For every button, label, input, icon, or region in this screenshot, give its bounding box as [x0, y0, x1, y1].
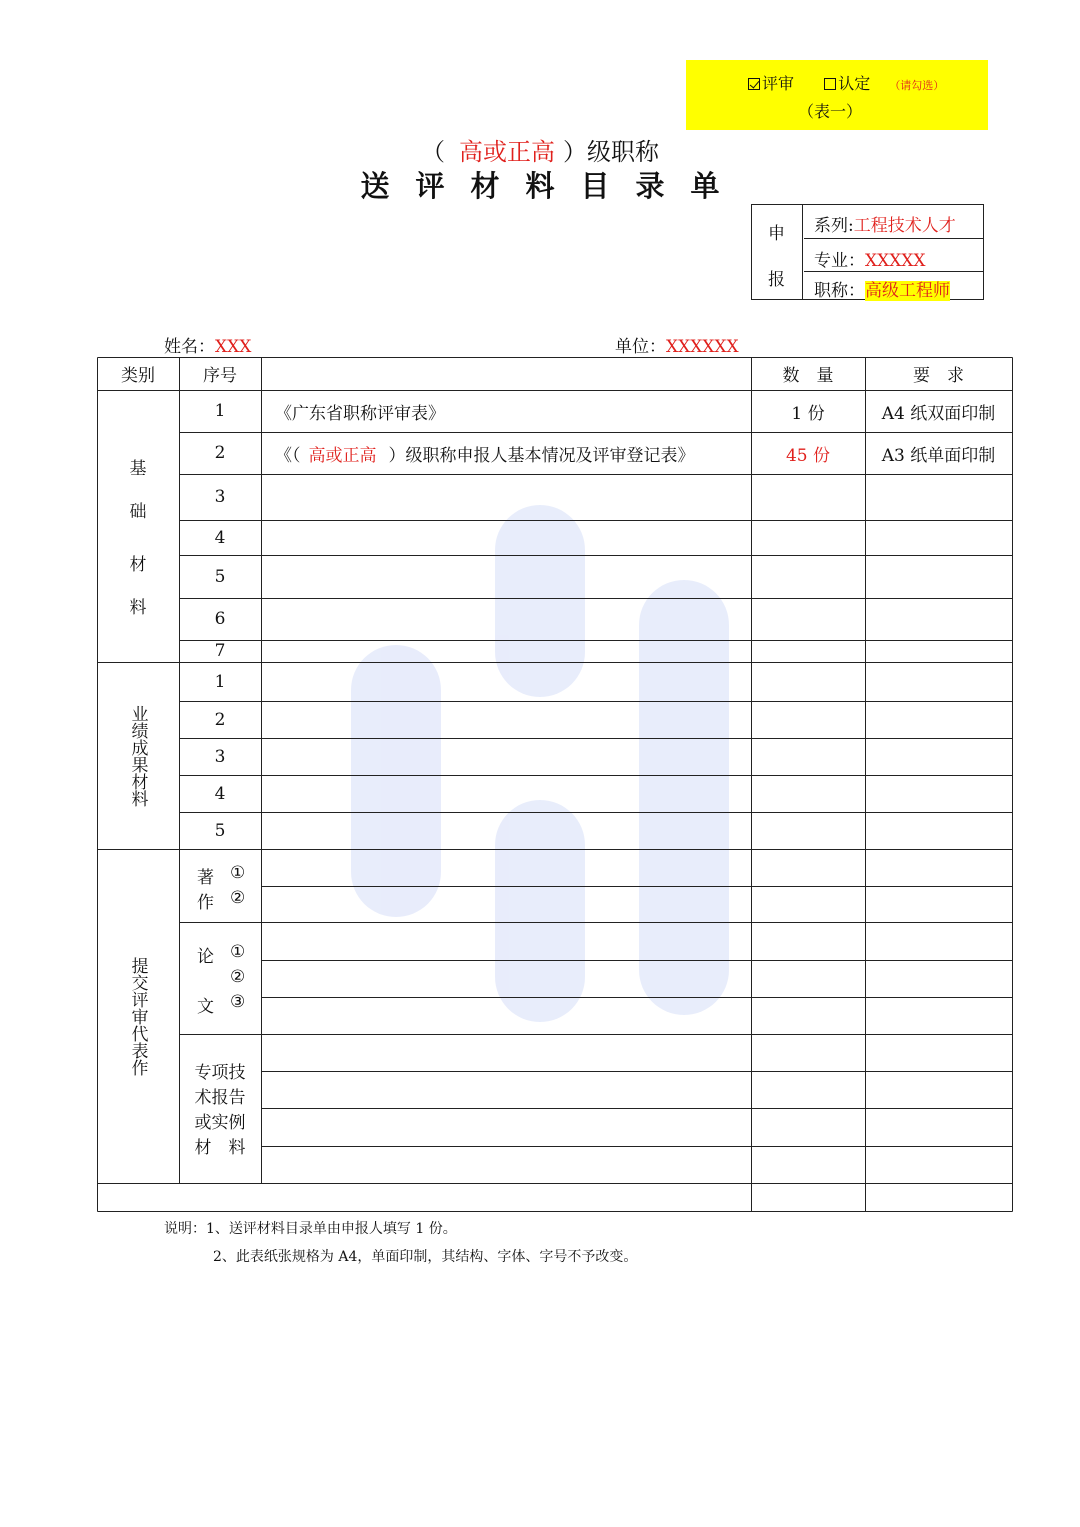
major-value: XXXXX: [865, 251, 926, 271]
header-quantity: 数 量: [782, 366, 834, 386]
papers-label-row: [197, 942, 261, 967]
basic-row-requirement: A3 纸单面印制: [881, 445, 996, 466]
category-basic-char: 基: [129, 459, 147, 479]
job-title-label: 职称：: [814, 281, 865, 301]
review-checkbox[interactable]: [748, 78, 760, 90]
basic-row-seq: 3: [214, 487, 226, 507]
achievement-row-seq: 2: [214, 709, 226, 730]
materials-table: [97, 357, 1013, 1212]
works-number: ①: [230, 863, 246, 883]
papers-label-row: [197, 967, 261, 992]
basic-row-requirement: [865, 598, 1012, 640]
achievement-row-seq: 1: [214, 671, 226, 692]
header-seq: 序号: [203, 366, 237, 386]
review-option-label: 评审: [762, 74, 795, 93]
job-title-row: [804, 276, 983, 301]
job-title-value: 高级工程师: [865, 281, 950, 301]
basic-row-quantity: [751, 555, 865, 598]
category-achievement: 业绩成果材料: [127, 704, 148, 807]
basic-row-seq: 1: [214, 401, 226, 421]
achievement-row-seq: 5: [214, 820, 226, 841]
special-report-label-line: 术报告: [194, 1088, 246, 1108]
declare-box: [751, 204, 984, 300]
works-number: ②: [230, 888, 246, 908]
name-label: 姓名：: [164, 337, 215, 357]
category-basic-char: 材: [129, 555, 147, 575]
basic-row-quantity: [751, 520, 865, 555]
basic-row-seq: 7: [214, 641, 226, 661]
achievement-row-seq: 3: [214, 746, 226, 767]
basic-row-seq: 4: [214, 527, 226, 548]
basic-row-seq: 6: [214, 609, 226, 629]
basic-row-requirement: [865, 640, 1012, 662]
basic-row-content: [261, 598, 751, 640]
series-value: 工程技术人才: [853, 216, 956, 236]
basic-row-content-level: 高或正高: [308, 445, 377, 466]
achievement-row-seq: 4: [214, 783, 226, 804]
note-2: 2、此表纸张规格为 A4，单面印制，其结构、字体、字号不予改变。: [213, 1249, 638, 1265]
basic-row-content: [261, 640, 751, 662]
basic-row-quantity: [751, 474, 865, 520]
works-label: [179, 849, 261, 922]
title-line: [0, 132, 1080, 167]
review-type-options: [748, 71, 944, 94]
basic-row-content: [261, 432, 751, 474]
title-level: 高或正高: [459, 138, 555, 166]
basic-row-content-pre: 《（: [275, 445, 301, 466]
works-label-row: [197, 863, 261, 888]
note-1: 说明：1、送评材料目录单由申报人填写 1 份。: [164, 1221, 457, 1237]
unit-value: XXXXXX: [666, 337, 739, 357]
select-hint: （请勾选）: [889, 79, 945, 92]
confirm-checkbox[interactable]: [824, 78, 836, 90]
series-label: 系列:: [814, 216, 854, 236]
major-row: [804, 246, 983, 271]
series-row: [804, 211, 983, 236]
basic-row-seq: 2: [214, 443, 226, 463]
basic-row-content-text: 《广东省职称评审表》: [275, 403, 445, 424]
papers-label-char: 论: [197, 947, 214, 967]
basic-row-requirement: [865, 555, 1012, 598]
works-label-char: 作: [197, 893, 214, 913]
major-label: 专业：: [814, 251, 865, 271]
declare-label-column: [752, 205, 803, 299]
papers-number: ②: [230, 967, 246, 987]
declare-label-top: 申: [768, 224, 785, 244]
category-basic: [97, 390, 179, 662]
basic-row-quantity: 45 份: [785, 445, 831, 466]
basic-row-requirement: [865, 520, 1012, 555]
basic-row-quantity: [751, 598, 865, 640]
unit-label: 单位：: [615, 337, 666, 357]
basic-row-content: [261, 555, 751, 598]
papers-label-row: [197, 992, 261, 1017]
works-label-row: [197, 888, 261, 913]
review-type-box: [686, 60, 988, 130]
special-report-label-line: 或实例: [194, 1113, 246, 1133]
table-number: （表一）: [798, 102, 863, 121]
papers-number: ③: [230, 992, 246, 1012]
header-category: 类别: [121, 366, 155, 386]
basic-row-content: [261, 474, 751, 520]
confirm-option-label: 认定: [838, 74, 871, 93]
page-title: 送评材料目录单: [360, 169, 746, 203]
unit-line: [615, 332, 739, 357]
name-line: [164, 332, 251, 357]
papers-label-char: 文: [197, 997, 214, 1017]
title-suffix: ）级职称: [563, 138, 659, 166]
basic-row-content-post: ）级职称申报人基本情况及评审登记表》: [388, 445, 695, 466]
basic-row-quantity: [751, 640, 865, 662]
special-report-label: [179, 1034, 261, 1183]
papers-label: [179, 922, 261, 1034]
category-basic-char: 料: [129, 598, 147, 618]
name-value: XXX: [215, 337, 252, 357]
special-report-label-line: 材 料: [194, 1138, 246, 1158]
basic-row-requirement: A4 纸双面印制: [881, 403, 996, 424]
basic-row-quantity: 1 份: [791, 403, 825, 424]
category-basic-char: 础: [129, 502, 147, 522]
header-requirement: 要 求: [913, 366, 964, 386]
special-report-label-line: 专项技: [194, 1063, 246, 1083]
papers-number: ①: [230, 942, 246, 962]
basic-row-content: [261, 390, 751, 432]
declare-label-bottom: 报: [768, 270, 785, 290]
category-representative: 提交评审代表作: [127, 956, 148, 1076]
header-content: [261, 357, 751, 390]
basic-row-requirement: [865, 474, 1012, 520]
basic-row-seq: 5: [214, 566, 226, 587]
works-label-char: 著: [197, 868, 214, 888]
basic-row-content: [261, 520, 751, 555]
title-prefix: （: [421, 138, 445, 166]
